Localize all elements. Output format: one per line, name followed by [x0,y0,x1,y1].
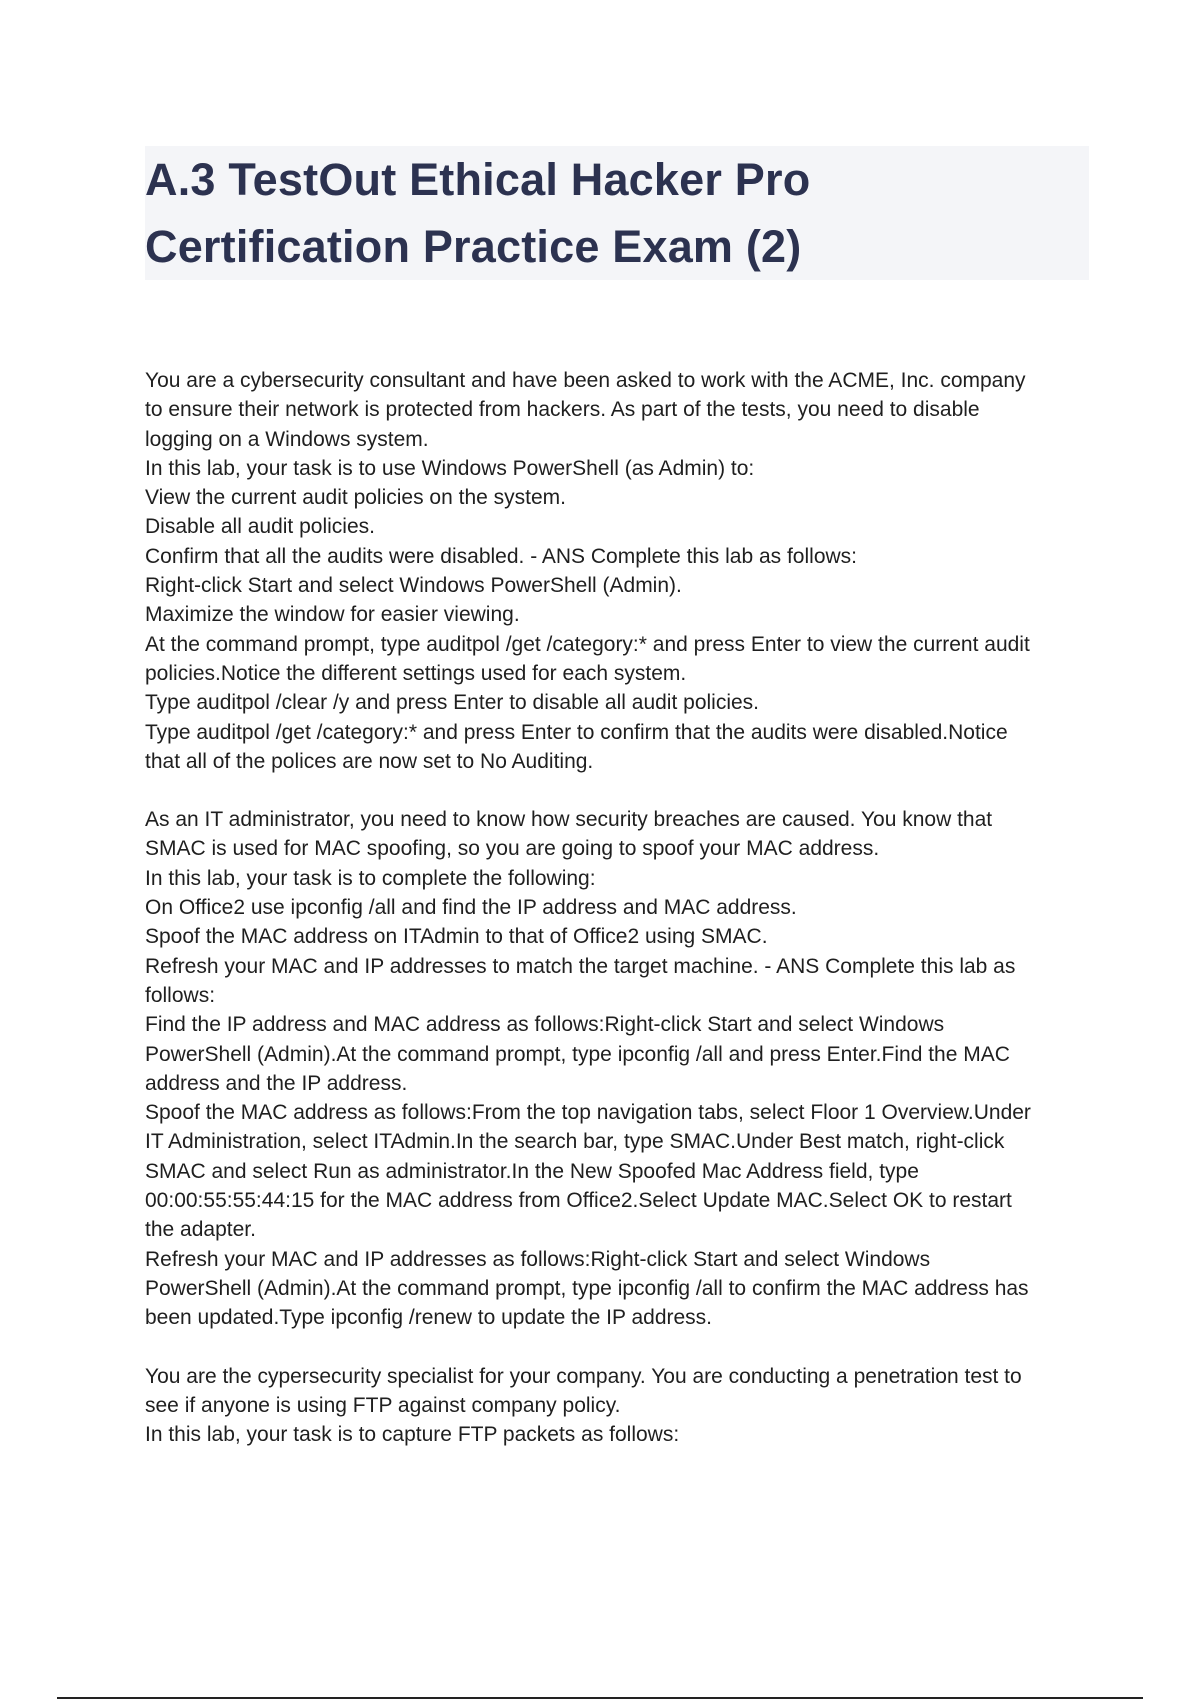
text-line: Type auditpol /clear /y and press Enter to disable all audit policies. [145,691,760,715]
text-line: Disable all audit policies. [145,515,375,539]
title-block [145,146,1089,280]
text-line: View the current audit policies on the system. [145,486,566,510]
text-line: SMAC and select Run as administrator.In the New Spoofed Mac Address field, type [145,1159,919,1183]
text-line: address and the IP address. [145,1071,408,1095]
text-line: You are a cybersecurity consultant and have been asked to work with the ACME, Inc. company [145,369,1026,392]
text-line: PowerShell (Admin).At the command prompt, type ipconfig /all and press Enter.Find the MAC [145,1042,1010,1066]
text-line: Confirm that all the audits were disabled. - ANS Complete this lab as follows: [145,544,858,568]
text-line: Spoof the MAC address as follows:From the top navigation tabs, select Floor 1 Overview.Under [145,1101,1031,1125]
text-line: Spoof the MAC address on ITAdmin to that of Office2 using SMAC. [145,925,768,949]
text-line: been updated.Type ipconfig /renew to update the IP address. [145,1306,713,1330]
text-line: In this lab, your task is to use Windows PowerShell (as Admin) to: [145,456,755,480]
text-line: As an IT administrator, you need to know how security breaches are caused. You know that [145,808,993,832]
text-line: At the command prompt, type auditpol /get /category:* and press Enter to view the current audit [145,632,1030,656]
text-line: follows: [145,983,216,1007]
text-line: You are the cypersecurity specialist for your company. You are conducting a penetration test to [145,1364,1022,1388]
title-line: Certification Practice Exam (2) [145,221,802,272]
text-line: IT Administration, select ITAdmin.In the search bar, type SMAC.Under Best match, right-click [145,1130,1005,1154]
text-line: PowerShell (Admin).At the command prompt, type ipconfig /all to confirm the MAC address has [145,1276,1029,1300]
text-line: In this lab, your task is to complete the following: [145,866,596,890]
document-title [145,146,1089,280]
text-line: logging on a Windows system. [145,427,429,451]
paragraph-mac-spoofing-lab [145,805,1095,1332]
text-line: the adapter. [145,1218,256,1242]
text-line: that all of the polices are now set to No Auditing. [145,749,594,773]
text-line: policies.Notice the different settings used for each system. [145,661,687,685]
text-line: Maximize the window for easier viewing. [145,603,520,627]
text-line: Find the IP address and MAC address as follows:Right-click Start and select Windows [145,1013,945,1037]
paragraph-ftp-capture-lab [145,1362,1095,1450]
text-line: SMAC is used for MAC spoofing, so you are going to spoof your MAC address. [145,837,880,861]
paragraph-audit-policy-lab [145,366,1095,776]
text-line: to ensure their network is protected from hackers. As part of the tests, you need to disable [145,398,980,422]
text-line: Type auditpol /get /category:* and press Enter to confirm that the audits were disabled.Notice [145,720,1008,744]
text-line: In this lab, your task is to capture FTP packets as follows: [145,1423,680,1447]
title-line: A.3 TestOut Ethical Hacker Pro [145,154,811,205]
text-line: Right-click Start and select Windows PowerShell (Admin). [145,574,682,598]
text-line: 00:00:55:55:44:15 for the MAC address from Office2.Select Update MAC.Select OK to restart [145,1189,1012,1213]
footer-divider [57,1697,1143,1699]
text-line: see if anyone is using FTP against company policy. [145,1393,621,1417]
text-line: Refresh your MAC and IP addresses to match the target machine. - ANS Complete this lab as [145,954,1016,978]
text-line: On Office2 use ipconfig /all and find the IP address and MAC address. [145,896,797,920]
document-body [145,366,1095,1478]
text-line: Refresh your MAC and IP addresses as follows:Right-click Start and select Windows [145,1247,931,1271]
